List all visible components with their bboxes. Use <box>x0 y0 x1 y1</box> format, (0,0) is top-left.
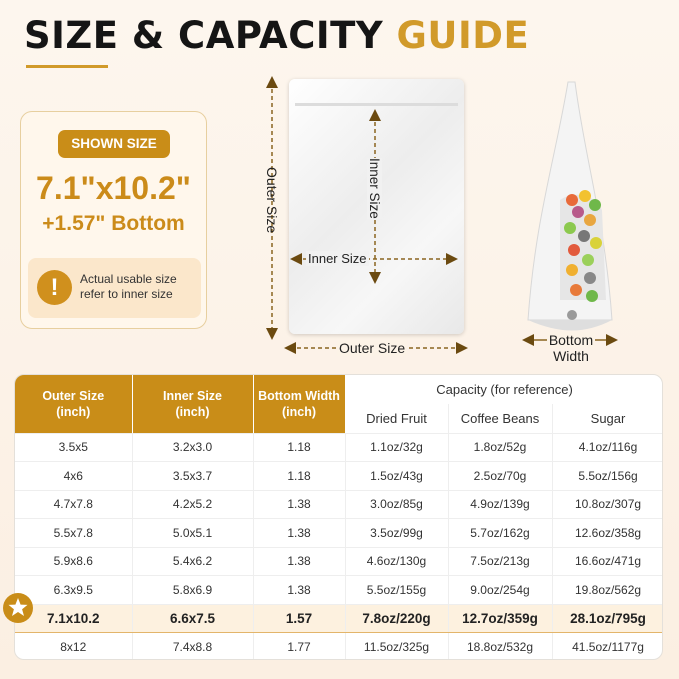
star-badge <box>3 593 33 623</box>
cell-bottom: 1.38 <box>253 519 345 548</box>
header-dried-fruit: Dried Fruit <box>345 404 448 433</box>
cell-bottom: 1.77 <box>253 633 345 661</box>
cell-bottom: 1.18 <box>253 462 345 491</box>
cell-outer: 7.1x10.2 <box>15 604 132 633</box>
header-coffee-beans: Coffee Beans <box>448 404 552 433</box>
header-bottom-width <box>253 375 345 433</box>
cell-bottom: 1.18 <box>253 433 345 462</box>
cell-coffee: 18.8oz/532g <box>448 633 552 661</box>
table-row <box>15 490 663 519</box>
standing-pouch-image <box>528 82 612 331</box>
cell-dried: 1.5oz/43g <box>345 462 448 491</box>
cell-sugar: 19.8oz/562g <box>552 576 663 605</box>
cell-outer: 5.9x8.6 <box>15 547 132 576</box>
cell-sugar: 5.5oz/156g <box>552 462 663 491</box>
bottom-width-line-1: Bottom <box>548 332 594 348</box>
cell-inner: 5.8x6.9 <box>132 576 253 605</box>
shown-dimensions: 7.1"x10.2" <box>36 170 191 206</box>
cell-bottom: 1.38 <box>253 490 345 519</box>
cell-inner: 7.4x8.8 <box>132 633 253 661</box>
shown-bottom-width: +1.57" Bottom <box>42 212 185 235</box>
note-line-1: Actual usable size <box>80 272 177 286</box>
title-main: SIZE & CAPACITY <box>24 14 384 57</box>
cell-inner: 6.6x7.5 <box>132 604 253 633</box>
header-outer-line-1: Outer Size <box>42 388 105 403</box>
cell-sugar: 4.1oz/116g <box>552 433 663 462</box>
header-inner-size <box>132 375 253 433</box>
size-table <box>15 375 663 660</box>
table-row <box>15 576 663 605</box>
cell-coffee: 4.9oz/139g <box>448 490 552 519</box>
cell-sugar: 10.8oz/307g <box>552 490 663 519</box>
title-accent: GUIDE <box>396 14 530 57</box>
cell-dried: 11.5oz/325g <box>345 633 448 661</box>
cell-sugar: 12.6oz/358g <box>552 519 663 548</box>
cell-inner: 5.4x6.2 <box>132 547 253 576</box>
header-inner-line-2: (inch) <box>175 404 210 419</box>
table-row <box>15 462 663 491</box>
cell-dried: 4.6oz/130g <box>345 547 448 576</box>
inner-size-horizontal-label: Inner Size <box>308 251 367 266</box>
cell-coffee: 7.5oz/213g <box>448 547 552 576</box>
cell-inner: 5.0x5.1 <box>132 519 253 548</box>
table-row <box>15 433 663 462</box>
cell-bottom: 1.57 <box>253 604 345 633</box>
table-row <box>15 633 663 661</box>
table-row-highlighted <box>15 604 663 633</box>
cell-sugar: 28.1oz/795g <box>552 604 663 633</box>
shown-size-badge: SHOWN SIZE <box>58 130 170 158</box>
header-outer-line-2: (inch) <box>56 404 91 419</box>
cell-outer: 5.5x7.8 <box>15 519 132 548</box>
header-capacity: Capacity (for reference) <box>345 375 663 404</box>
outer-size-horizontal-label: Outer Size <box>339 340 406 356</box>
bottom-width-line-2: Width <box>553 348 589 364</box>
cell-sugar: 16.6oz/471g <box>552 547 663 576</box>
exclamation-icon: ! <box>37 270 72 305</box>
note-line-2: refer to inner size <box>80 287 173 301</box>
cell-bottom: 1.38 <box>253 576 345 605</box>
cell-bottom: 1.38 <box>253 547 345 576</box>
cell-dried: 3.0oz/85g <box>345 490 448 519</box>
cell-dried: 5.5oz/155g <box>345 576 448 605</box>
outer-size-vertical-label: Outer Size <box>264 167 280 234</box>
cell-outer: 4x6 <box>15 462 132 491</box>
cell-outer: 8x12 <box>15 633 132 661</box>
cell-coffee: 5.7oz/162g <box>448 519 552 548</box>
cell-coffee: 1.8oz/52g <box>448 433 552 462</box>
cell-dried: 3.5oz/99g <box>345 519 448 548</box>
cell-inner: 3.5x3.7 <box>132 462 253 491</box>
cell-dried: 1.1oz/32g <box>345 433 448 462</box>
cell-coffee: 12.7oz/359g <box>448 604 552 633</box>
capacity-table <box>14 374 663 660</box>
cell-inner: 4.2x5.2 <box>132 490 253 519</box>
table-row <box>15 547 663 576</box>
inner-size-vertical-label: Inner Size <box>367 158 382 219</box>
cell-inner: 3.2x3.0 <box>132 433 253 462</box>
cell-sugar: 41.5oz/1177g <box>552 633 663 661</box>
table-row <box>15 519 663 548</box>
cell-dried: 7.8oz/220g <box>345 604 448 633</box>
header-outer-size <box>15 375 132 433</box>
header-inner-line-1: Inner Size <box>162 388 223 403</box>
cell-outer: 4.7x7.8 <box>15 490 132 519</box>
cell-outer: 6.3x9.5 <box>15 576 132 605</box>
cell-coffee: 9.0oz/254g <box>448 576 552 605</box>
header-sugar: Sugar <box>552 404 663 433</box>
header-bottom-line-2: (inch) <box>281 404 317 419</box>
cell-coffee: 2.5oz/70g <box>448 462 552 491</box>
bottom-width-label <box>540 332 602 364</box>
header-bottom-line-1: Bottom Width <box>258 388 340 403</box>
cell-outer: 3.5x5 <box>15 433 132 462</box>
star-icon <box>3 593 33 623</box>
